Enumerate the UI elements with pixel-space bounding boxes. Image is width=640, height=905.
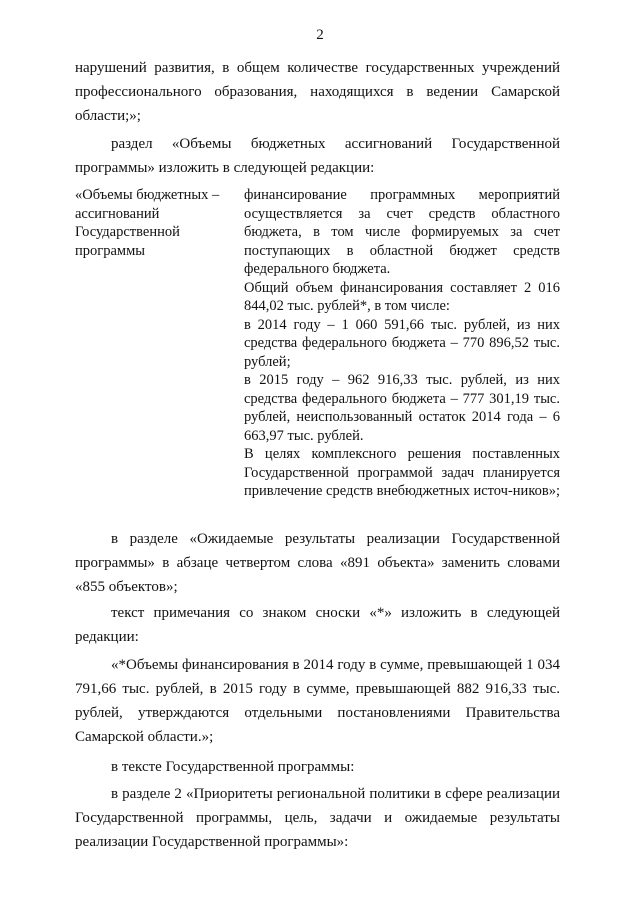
- passport-financing-text: финансирование программных мероприятий осуществляется за счет средств областного бюджета, в том числе формируемых за счет поступающих в областной бюджет средств федерального бюджета.: [244, 187, 560, 277]
- passport-left-column: [75, 186, 235, 260]
- section2-paragraph: [75, 782, 560, 854]
- program-text-heading: в тексте Государственной программы:: [111, 759, 355, 775]
- intro-paragraph-1: [75, 56, 560, 128]
- passport-right-column: [244, 186, 560, 501]
- passport-extrabudget-text: В целях комплексного решения поставленных Государственной программой задач планируется привлечение средств внебюджетных источ-ников»;: [244, 446, 561, 499]
- footnote-instruction-paragraph: [75, 601, 560, 649]
- passport-label-line-2: ассигнований: [75, 205, 160, 222]
- passport-2014-text: в 2014 году – 1 060 591,66 тыс. рублей, из них средства федерального бюджета – 770 896,52 тыс. рублей;: [244, 316, 560, 370]
- page-number: 2: [316, 27, 324, 43]
- passport-2015-text: в 2015 году – 962 916,33 тыс. рублей, из них средства федерального бюджета – 777 301,19 тыс. рублей, неиспользованный остаток 2014 года – 6 663,97 тыс. рублей.: [244, 372, 560, 444]
- footnote-instruction-text: текст примечания со знаком сноски «*» изложить в следующей редакции:: [75, 605, 560, 645]
- results-section-paragraph: [75, 527, 560, 599]
- passport-total-text: Общий объем финансирования составляет 2 016 844,02 тыс. рублей*, в том числе:: [244, 279, 560, 314]
- passport-label-line-4: программы: [75, 242, 145, 259]
- intro-paragraph-2: [75, 132, 560, 180]
- passport-label-line-1: «Объемы бюджетных –: [75, 187, 220, 203]
- section2-text: в разделе 2 «Приоритеты региональной политики в сфере реализации Государственной программы, цель, задачи и ожидаемые результаты реализации Государственной программы»:: [75, 786, 560, 850]
- intro-text-1: нарушений развития, в общем количестве государственных учреждений профессионального образования, находящихся в ведении Самарской области;»;: [75, 60, 560, 124]
- passport-label-line-3: Государственной: [75, 224, 180, 240]
- intro-text-2: раздел «Объемы бюджетных ассигнований Государственной программы» изложить в следующей редакции:: [75, 136, 560, 176]
- results-section-text: в разделе «Ожидаемые результаты реализации Государственной программы» в абзаце четвертом слова «891 объекта» заменить словами «855 объектов»;: [75, 531, 560, 595]
- footnote-text-paragraph: [75, 653, 560, 749]
- program-text-paragraph: [75, 755, 560, 779]
- footnote-text: «*Объемы финансирования в 2014 году в сумме, превышающей 1 034 791,66 тыс. рублей, в 2015 году в сумме, превышающей 882 916,33 тыс. рублей, утверждаются отдельными постановлениями Правительства Самарской области.»;: [75, 657, 560, 745]
